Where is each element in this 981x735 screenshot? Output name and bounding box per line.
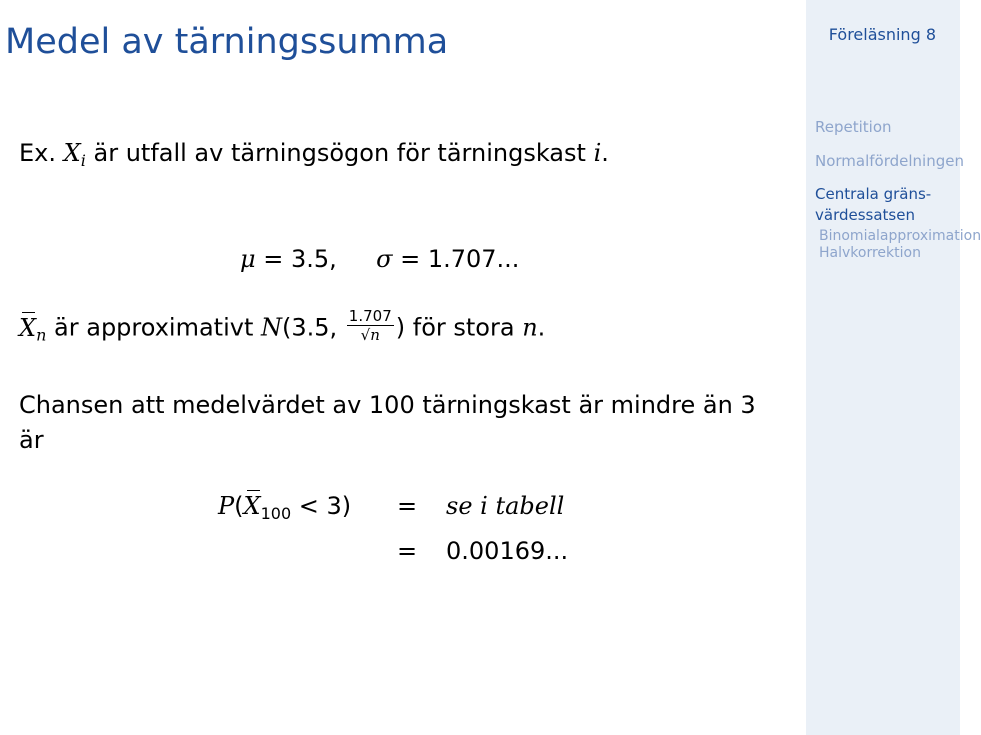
prob-P: P bbox=[218, 492, 235, 520]
prob-lhs bbox=[218, 492, 351, 523]
sigma-value: = 1.707... bbox=[392, 245, 520, 273]
eq2-sign: = bbox=[397, 537, 418, 565]
approx-open: (3.5, bbox=[281, 313, 338, 342]
approx-tail: för stora bbox=[405, 313, 523, 342]
nav-item-normalfordelningen[interactable]: Normalfördelningen bbox=[815, 152, 964, 170]
xi-index: i bbox=[593, 139, 602, 167]
mu-symbol: μ bbox=[240, 245, 256, 273]
approx-text: är approximativt bbox=[46, 313, 261, 342]
xi-text: är utfall av tärningsögon för tärningskast bbox=[85, 139, 594, 167]
approx-close: ) bbox=[395, 313, 406, 342]
fraction-numerator: 1.707 bbox=[348, 307, 392, 325]
eq1-rhs: se i tabell bbox=[446, 492, 565, 520]
eq2-rhs: 0.00169... bbox=[446, 537, 569, 565]
prob-rest: < 3) bbox=[291, 492, 352, 520]
nav-item-repetition[interactable]: Repetition bbox=[815, 118, 892, 136]
approx-N: N bbox=[260, 313, 282, 342]
xi-end: . bbox=[601, 139, 609, 167]
mu-value: = 3.5, bbox=[255, 245, 337, 273]
question-line-1: Chansen att medelvärdet av 100 tärningskast är mindre än 3 bbox=[19, 391, 756, 419]
sqrt-symbol: √ bbox=[360, 326, 371, 344]
nav-subitem-binomialapproximation[interactable]: Binomialapproximation bbox=[819, 228, 981, 244]
xbar-sub: n bbox=[36, 325, 47, 345]
mu-sigma-line bbox=[240, 245, 519, 273]
nav-item-label-line1: Centrala gräns- bbox=[815, 185, 932, 203]
xbar-var: X bbox=[19, 313, 37, 342]
sidebar bbox=[806, 0, 981, 735]
fraction-den-var: n bbox=[370, 326, 380, 344]
approx-line bbox=[19, 307, 546, 347]
question-line-2: är bbox=[19, 426, 44, 454]
eq1-sign: = bbox=[397, 492, 418, 520]
fraction-denominator bbox=[347, 326, 394, 344]
nav-item-centrala-gransvardessatsen[interactable] bbox=[815, 184, 931, 226]
xi-sub: i bbox=[80, 151, 86, 170]
prob-X: X bbox=[243, 492, 261, 520]
prob-sub: 100 bbox=[260, 504, 292, 523]
sigma-symbol: σ bbox=[376, 245, 393, 273]
example-intro: Ex. bbox=[19, 139, 56, 167]
prob-open: ( bbox=[234, 492, 244, 520]
std-fraction bbox=[347, 307, 394, 344]
approx-n: n bbox=[522, 313, 538, 342]
example-line bbox=[19, 139, 609, 170]
xi-var: X bbox=[63, 139, 81, 167]
slide-title: Medel av tärningssumma bbox=[5, 22, 449, 62]
nav-subitem-halvkorrektion[interactable]: Halvkorrektion bbox=[819, 245, 921, 261]
lecture-header: Föreläsning 8 bbox=[828, 25, 936, 44]
nav-item-label-line2: värdessatsen bbox=[815, 206, 915, 224]
approx-end: . bbox=[537, 313, 546, 342]
